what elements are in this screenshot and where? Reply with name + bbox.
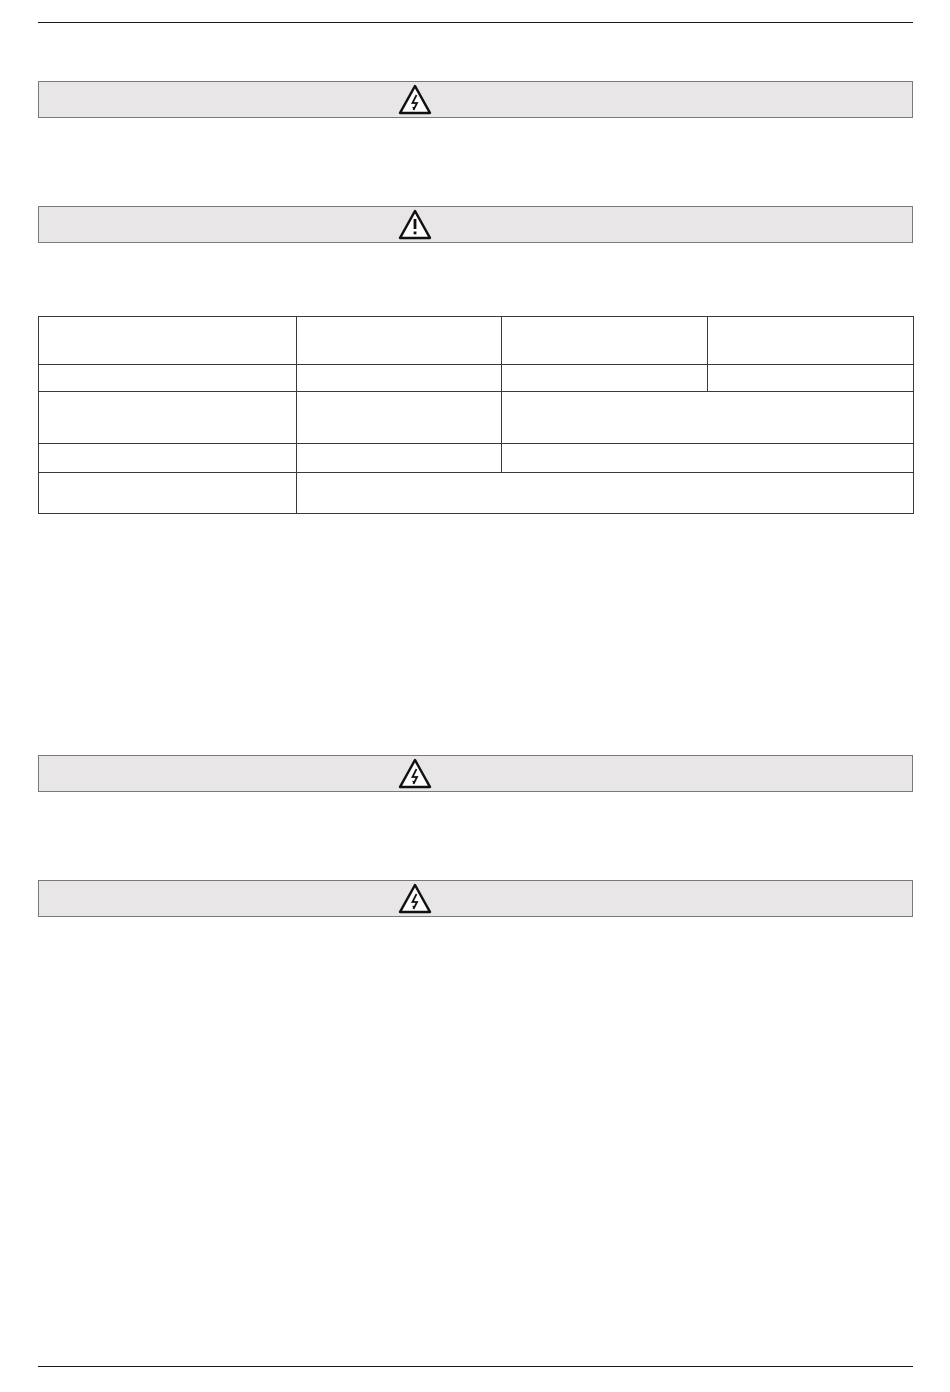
table-cell — [39, 473, 297, 514]
table-cell — [297, 365, 502, 392]
electrical-hazard-icon — [398, 84, 432, 115]
table-cell — [39, 365, 297, 392]
table-cell — [39, 444, 297, 473]
table-row — [39, 473, 914, 514]
table-header-cell — [39, 317, 297, 365]
electrical-warning-banner — [38, 880, 913, 917]
table-cell — [502, 392, 914, 444]
table-cell — [502, 444, 914, 473]
specification-table — [38, 316, 914, 514]
electrical-hazard-icon — [398, 758, 432, 789]
general-warning-banner — [38, 206, 913, 243]
table-cell — [297, 392, 502, 444]
electrical-warning-banner — [38, 755, 913, 792]
general-warning-icon — [398, 209, 432, 240]
table-header-cell — [708, 317, 914, 365]
table-cell — [297, 473, 914, 514]
table-row — [39, 365, 914, 392]
header-rule — [38, 22, 913, 23]
table-cell — [502, 365, 708, 392]
table-row — [39, 444, 914, 473]
footer-rule — [38, 1366, 913, 1367]
table-header-row — [39, 317, 914, 365]
table-cell — [708, 365, 914, 392]
table-row — [39, 392, 914, 444]
table-header-cell — [297, 317, 502, 365]
table-cell — [39, 392, 297, 444]
electrical-hazard-icon — [398, 883, 432, 914]
table-header-cell — [502, 317, 708, 365]
table-cell — [297, 444, 502, 473]
electrical-warning-banner — [38, 81, 913, 118]
